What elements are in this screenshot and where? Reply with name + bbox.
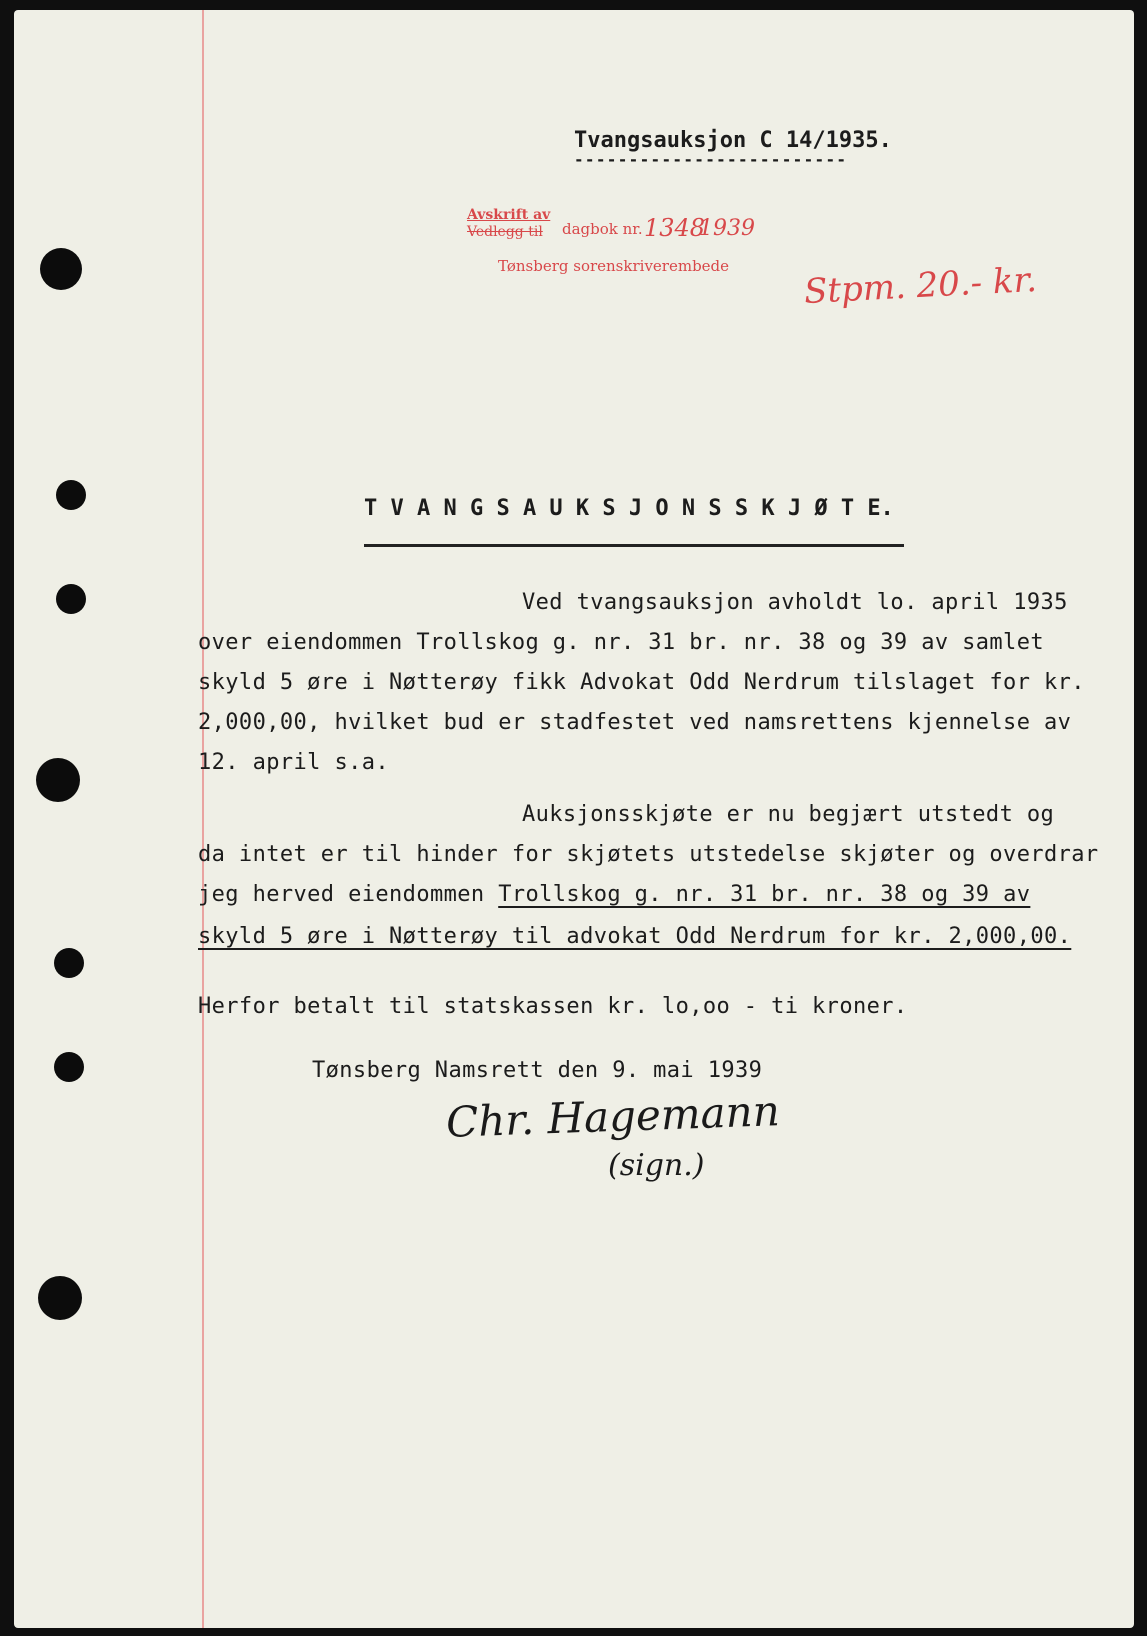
punch-hole bbox=[54, 1052, 84, 1082]
body-line: skyld 5 øre i Nøtterøy til advokat Odd Nerdrum for kr. 2,000,00. bbox=[198, 924, 1072, 949]
document-title: T V A N G S A U K S J O N S S K J Ø T E. bbox=[364, 496, 894, 521]
stamp-year: 1939 bbox=[699, 216, 755, 241]
header-dashes: ------------------------- bbox=[574, 150, 848, 169]
stamp-avskrift: Avskrift av bbox=[467, 207, 551, 223]
stamp-number: 1348 bbox=[644, 214, 706, 242]
punch-hole bbox=[54, 948, 84, 978]
sign-note: (sign.) bbox=[608, 1148, 705, 1183]
punch-hole bbox=[38, 1276, 82, 1320]
body-line: Herfor betalt til statskassen kr. lo,oo - ti kroner. bbox=[198, 994, 908, 1019]
place-date: Tønsberg Namsrett den 9. mai 1939 bbox=[312, 1058, 763, 1083]
body-line bbox=[198, 882, 1030, 907]
body-line: over eiendommen Trollskog g. nr. 31 br. nr. 38 og 39 av samlet bbox=[198, 630, 1044, 655]
punch-hole bbox=[56, 584, 86, 614]
punch-hole bbox=[40, 248, 82, 290]
margin-line bbox=[202, 10, 204, 1628]
body-line: da intet er til hinder for skjøtets utstedelse skjøter og overdrar bbox=[198, 842, 1099, 867]
body-line: skyld 5 øre i Nøtterøy fikk Advokat Odd Nerdrum tilslaget for kr. bbox=[198, 670, 1085, 695]
punch-hole bbox=[36, 758, 80, 802]
body-text: jeg herved eiendommen bbox=[198, 882, 499, 907]
body-line: 12. april s.a. bbox=[198, 750, 390, 775]
punch-hole bbox=[56, 480, 86, 510]
body-line: Ved tvangsauksjon avholdt lo. april 1935 bbox=[522, 590, 1068, 615]
stamp-vedlegg: Vedlegg til bbox=[467, 224, 543, 240]
fee-note: Stpm. 20.- kr. bbox=[803, 259, 1038, 313]
document-page bbox=[14, 10, 1134, 1628]
title-underline bbox=[364, 544, 904, 547]
stamp-office: Tønsberg sorenskriverembede bbox=[498, 257, 730, 275]
stamp-dagbok: dagbok nr. bbox=[562, 220, 643, 238]
property-description: Trollskog g. nr. 31 br. nr. 38 og 39 av bbox=[498, 882, 1031, 907]
case-reference: Tvangsauksjon C 14/1935. bbox=[574, 128, 892, 153]
body-line: 2,000,00, hvilket bud er stadfestet ved namsrettens kjennelse av bbox=[198, 710, 1072, 735]
signature: Chr. Hagemann bbox=[445, 1086, 781, 1147]
body-line: Auksjonsskjøte er nu begjært utstedt og bbox=[522, 802, 1055, 827]
